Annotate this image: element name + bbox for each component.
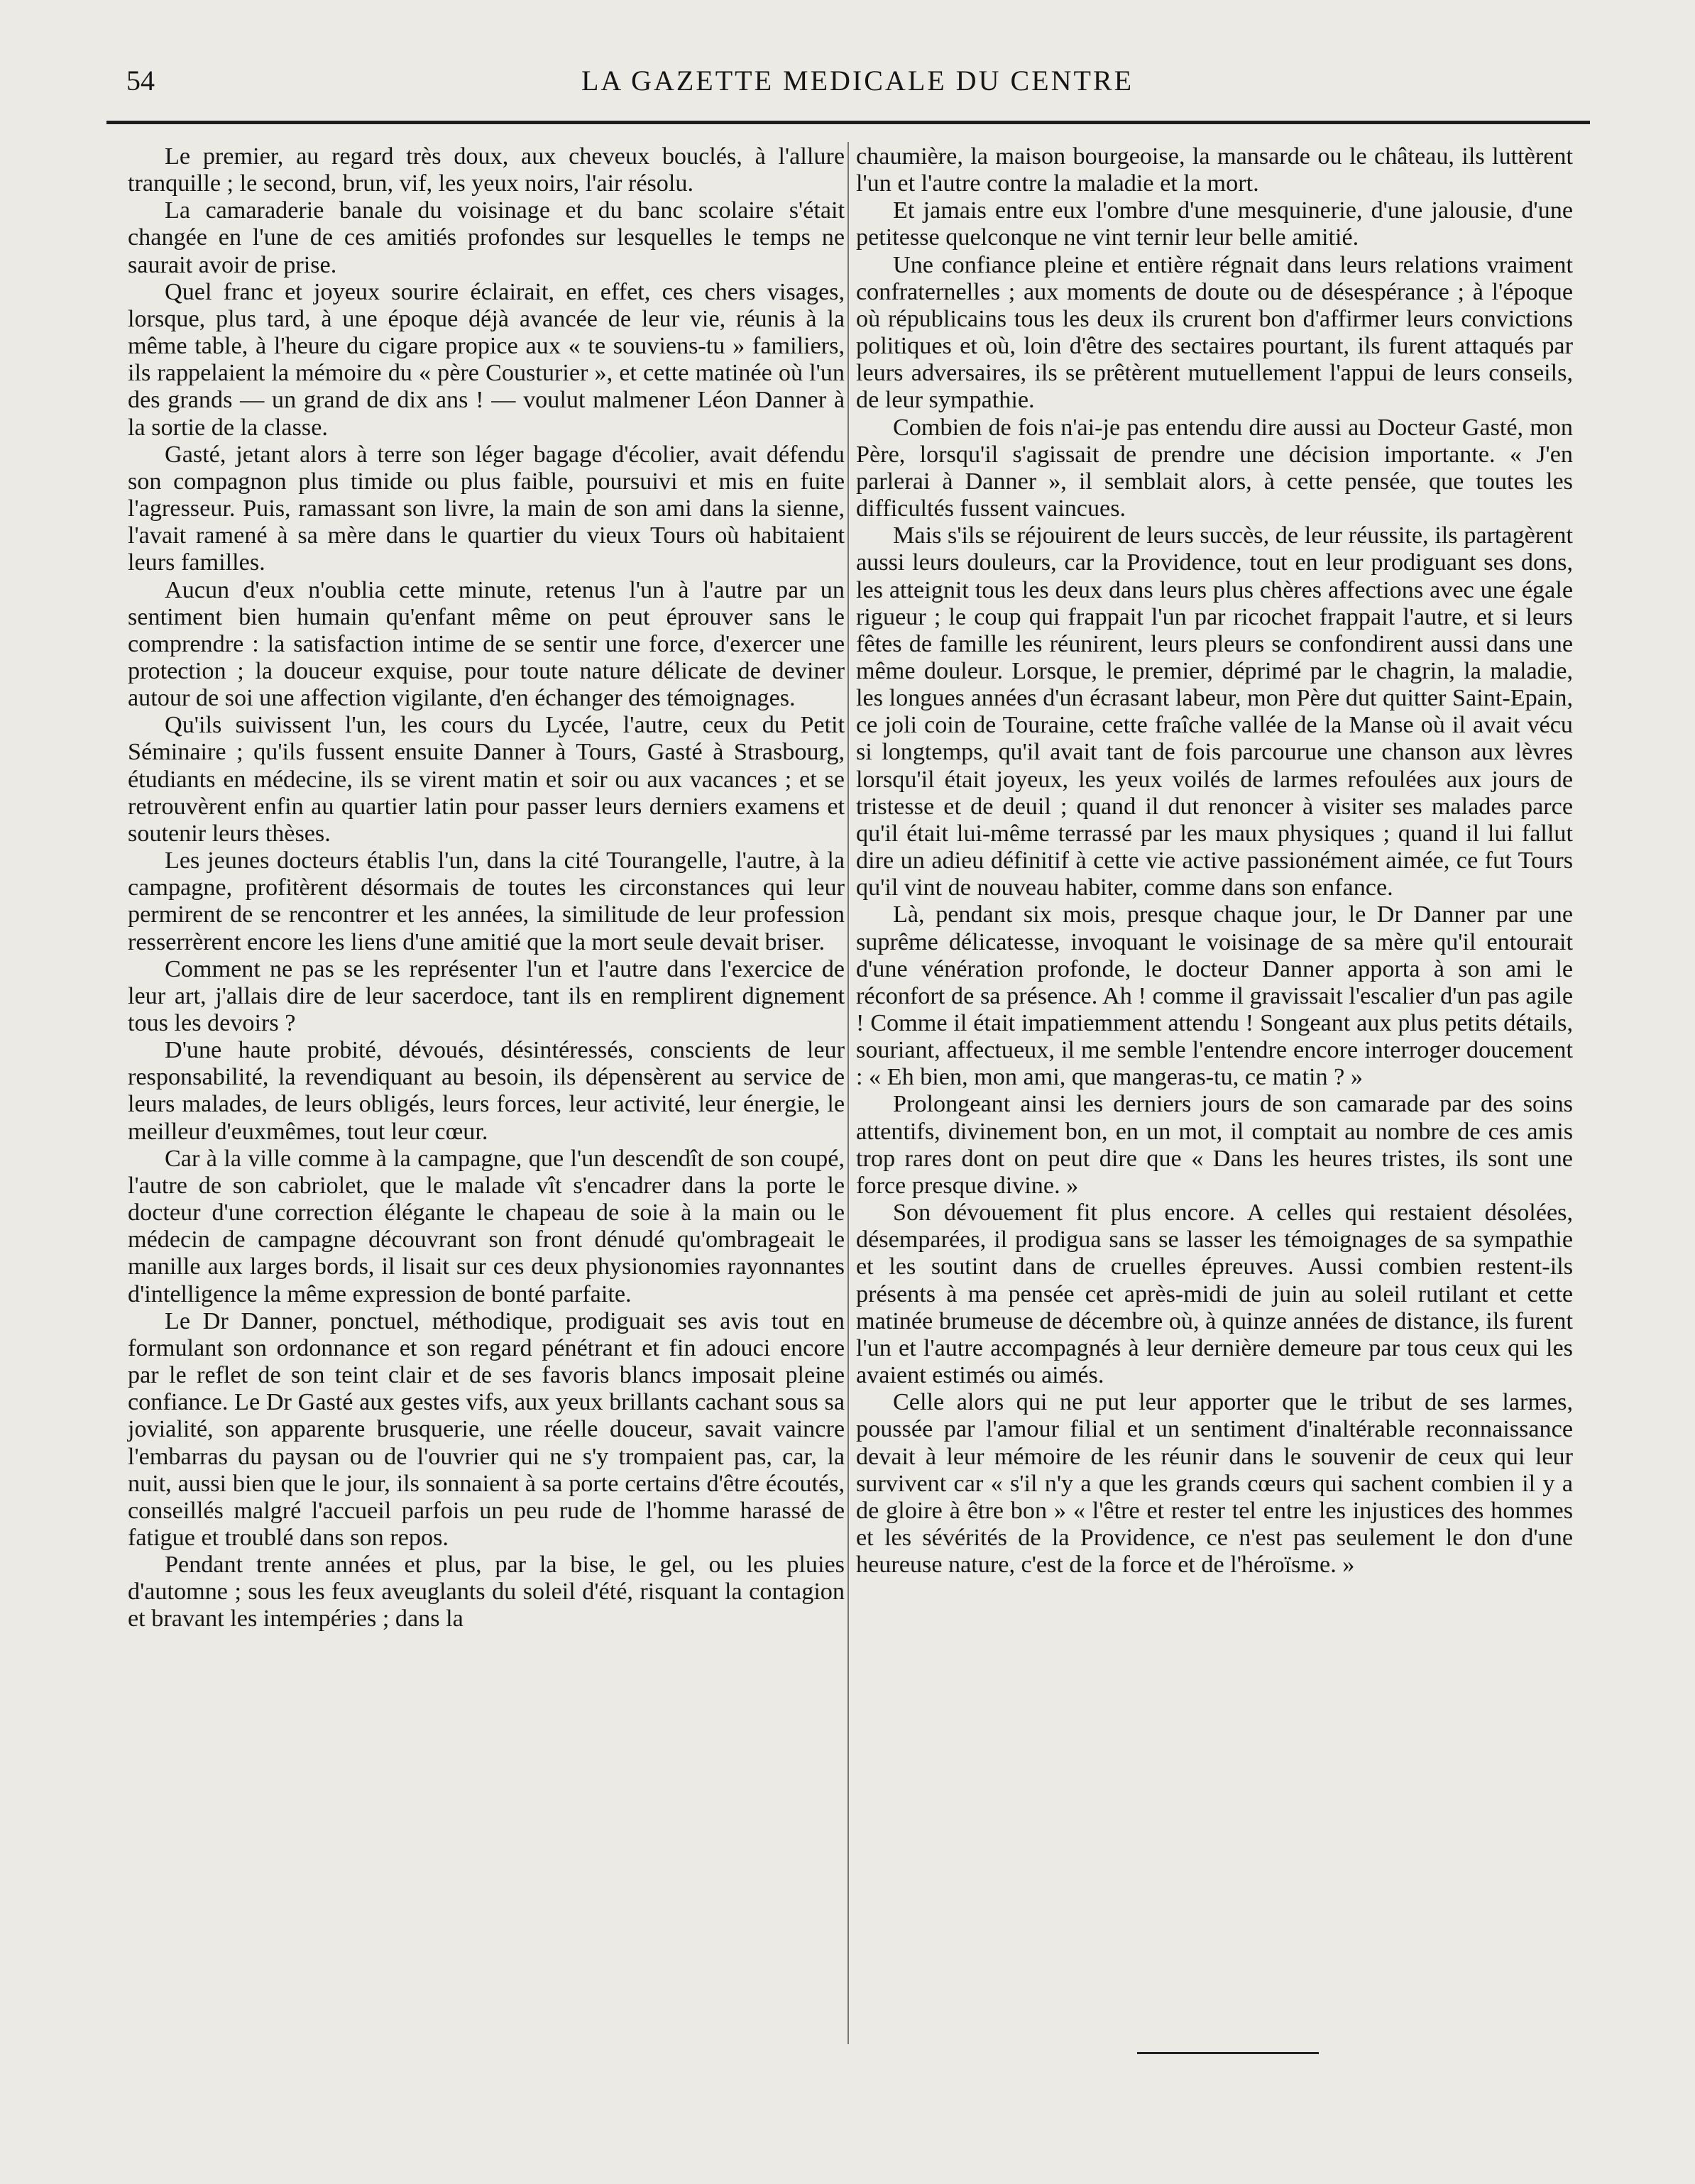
paragraph: Quel franc et joyeux sourire éclairait, en effet, ces chers visages, lorsque, plus tard, à une époque déjà avancée de leur vie, réunis à la même table, à l'heure du cigare propice aux « te souviens-tu » familiers, ils rappelaient la mémoire du « père Cousturier », et cette matinée où l'un des grands — un grand de dix ans ! — voulut malmener Léon Danner à la sortie de la classe.: [128, 278, 845, 441]
page-number: 54: [126, 65, 155, 97]
header-rule: [106, 121, 1590, 124]
page-header: [126, 61, 1589, 101]
paragraph-continuation: chaumière, la maison bourgeoise, la mansarde ou le château, ils luttèrent l'un et l'autre contre la maladie et la mort.: [856, 143, 1573, 197]
paragraph: Qu'ils suivissent l'un, les cours du Lycée, l'autre, ceux du Petit Séminaire ; qu'ils fussent ensuite Danner à Tours, Gasté à Strasbourg, étudiants en médecine, ils se virent matin et soir ou aux vacances ; et se retrouvèrent enfin au quartier latin pour passer leurs derniers examens et soutenir leurs thèses.: [128, 712, 845, 847]
paragraph: Une confiance pleine et entière régnait dans leurs relations vraiment confraternelles ; aux moments de doute ou de désespérance ; à l'époque où républicains tous les deux ils crurent bon d'affirmer leurs convictions politiques et où, loin d'être des sectaires pourtant, ils furent attaqués par leurs adversaires, ils se prêtèrent mutuellement l'appui de leurs conseils, de leur sympathie.: [856, 251, 1573, 414]
paragraph: Comment ne pas se les représenter l'un et l'autre dans l'exercice de leur art, j'allais dire de leur sacerdoce, tant ils en remplirent dignement tous les devoirs ?: [128, 955, 845, 1036]
journal-title: LA GAZETTE MEDICALE DU CENTRE: [581, 65, 1134, 97]
right-column: [856, 143, 1573, 1579]
end-rule: [1137, 2052, 1319, 2054]
paragraph: Pendant trente années et plus, par la bise, le gel, ou les pluies d'automne ; sous les feux aveuglants du soleil d'été, risquant la contagion et bravant les intempéries ; dans la: [128, 1552, 845, 1632]
paragraph: Car à la ville comme à la campagne, que l'un descendît de son coupé, l'autre de son cabriolet, que le malade vît s'encadrer dans la porte le docteur d'une correction élégante le chapeau de soie à la main ou le médecin de campagne découvrant son front dénudé qu'ombrageait le manille aux larges bords, il lisait sur ces deux physionomies rayonnantes d'intelligence la même expression de bonté parfaite.: [128, 1145, 845, 1307]
paragraph: Le premier, au regard très doux, aux cheveux bouclés, à l'allure tranquille ; le second, brun, vif, les yeux noirs, l'air résolu.: [128, 143, 845, 197]
paragraph: Gasté, jetant alors à terre son léger bagage d'écolier, avait défendu son compagnon plus timide ou plus faible, poursuivi et mis en fuite l'agresseur. Puis, ramassant son livre, la main de son ami dans la sienne, l'avait ramené à sa mère dans le quartier du vieux Tours où habitaient leurs familles.: [128, 441, 845, 576]
paragraph: Les jeunes docteurs établis l'un, dans la cité Tourangelle, l'autre, à la campagne, profitèrent désormais de toutes les circonstances qui leur permirent de se rencontrer et les années, la similitude de leur profession resserrèrent encore les liens d'une amitié que la mort seule devait briser.: [128, 847, 845, 955]
paragraph: La camaraderie banale du voisinage et du banc scolaire s'était changée en l'une de ces amitiés profondes sur lesquelles le temps ne saurait avoir de prise.: [128, 197, 845, 278]
paragraph: Et jamais entre eux l'ombre d'une mesquinerie, d'une jalousie, d'une petitesse quelconque ne vint ternir leur belle amitié.: [856, 197, 1573, 251]
paragraph: Le Dr Danner, ponctuel, méthodique, prodiguait ses avis tout en formulant son ordonnance et son regard pénétrant et fin adouci encore par le reflet de son teint clair et de ses favoris blancs imposait pleine confiance. Le Dr Gasté aux gestes vifs, aux yeux brillants cachant sous sa jovialité, son apparente brusquerie, une réelle douceur, savait vaincre l'embarras du paysan ou de l'ouvrier qui ne s'y trompaient pas, car, la nuit, aussi bien que le jour, ils sonnaient à sa porte certains d'être écoutés, conseillés malgré l'accueil parfois un peu rude de l'homme harassé de fatigue et troublé dans son repos.: [128, 1307, 845, 1551]
paragraph: Là, pendant six mois, presque chaque jour, le Dr Danner par une suprême délicatesse, invoquant le voisinage de sa mère qu'il entourait d'une vénération profonde, le docteur Danner apporta à son ami le réconfort de sa présence. Ah ! comme il gravissait l'escalier d'un pas agile ! Comme il était impatiemment attendu ! Songeant aux plus petits détails, souriant, affectueux, il me semble l'entendre encore interroger doucement : « Eh bien, mon ami, que mangeras-tu, ce matin ? »: [856, 901, 1573, 1091]
left-column: [128, 143, 845, 1633]
paragraph: Mais s'ils se réjouirent de leurs succès, de leur réussite, ils partagèrent aussi leurs douleurs, car la Providence, tout en leur prodiguant ses dons, les atteignit tous les deux dans leurs plus chères affections avec une égale rigueur ; le coup qui frappait l'un par ricochet frappait l'autre, et si leurs fêtes de famille les réunirent, leurs pleurs se confondirent aussi dans une même douleur. Lorsque, le premier, déprimé par le chagrin, la maladie, les longues années d'un écrasant labeur, mon Père dut quitter Saint-Epain, ce joli coin de Touraine, cette fraîche vallée de la Manse où il avait vécu si longtemps, qu'il avait tant de fois parcourue une chanson aux lèvres lorsqu'il était joyeux, les yeux voilés de larmes refoulées aux jours de tristesse et de deuil ; quand il dut renoncer à visiter ses malades parce qu'il était lui-même terrassé par les maux physiques ; quand il lui fallut dire un adieu définitif à cette vie active passionément aimée, ce fut Tours qu'il vint de nouveau habiter, comme dans son enfance.: [856, 522, 1573, 901]
paragraph: D'une haute probité, dévoués, désintéressés, conscients de leur responsabilité, la revendiquant au besoin, ils dépensèrent au service de leurs malades, de leurs obligés, leurs forces, leur activité, leur énergie, le meilleur d'euxmêmes, tout leur cœur.: [128, 1037, 845, 1145]
paragraph: Celle alors qui ne put leur apporter que le tribut de ses larmes, poussée par l'amour filial et un sentiment d'inaltérable reconnaissance devait à leur mémoire de les réunir dans le souvenir de ceux qui leur survivent car « s'il n'y a que les grands cœurs qui sachent combien il y a de gloire à être bon » « l'être et rester tel entre les injustices des hommes et les sévérités de la Providence, ce n'est pas seulement le don d'une heureuse nature, c'est de la force et de l'héroïsme. »: [856, 1389, 1573, 1579]
paragraph: Aucun d'eux n'oublia cette minute, retenus l'un à l'autre par un sentiment bien humain qu'enfant même on peut éprouver sans le comprendre : la satisfaction intime de se sentir une force, d'exercer une protection ; la douceur exquise, pour toute nature délicate de deviner autour de soi une affection vigilante, d'en échanger des témoignages.: [128, 576, 845, 712]
paragraph: Son dévouement fit plus encore. A celles qui restaient désolées, désemparées, il prodigua sans se lasser les témoignages de sa sympathie et les soutint dans de cruelles épreuves. Aussi combien restent-ils présents à ma pensée cet après-midi de juin au soleil rutilant et cette matinée brumeuse de décembre où, à quinze années de distance, ils furent l'un et l'autre accompagnés à leur dernière demeure par tous ceux qui les avaient estimés ou aimés.: [856, 1200, 1573, 1389]
column-divider: [848, 142, 849, 2044]
paragraph: Combien de fois n'ai-je pas entendu dire aussi au Docteur Gasté, mon Père, lorsqu'il s'agissait de prendre une décision importante. « J'en parlerai à Danner », il semblait alors, à cette pensée, que toutes les difficultés fussent vaincues.: [856, 414, 1573, 522]
paragraph: Prolongeant ainsi les derniers jours de son camarade par des soins attentifs, divinement bon, en un mot, il comptait au nombre de ces amis trop rares dont on peut dire que « Dans les heures tristes, ils sont une force presque divine. »: [856, 1091, 1573, 1199]
